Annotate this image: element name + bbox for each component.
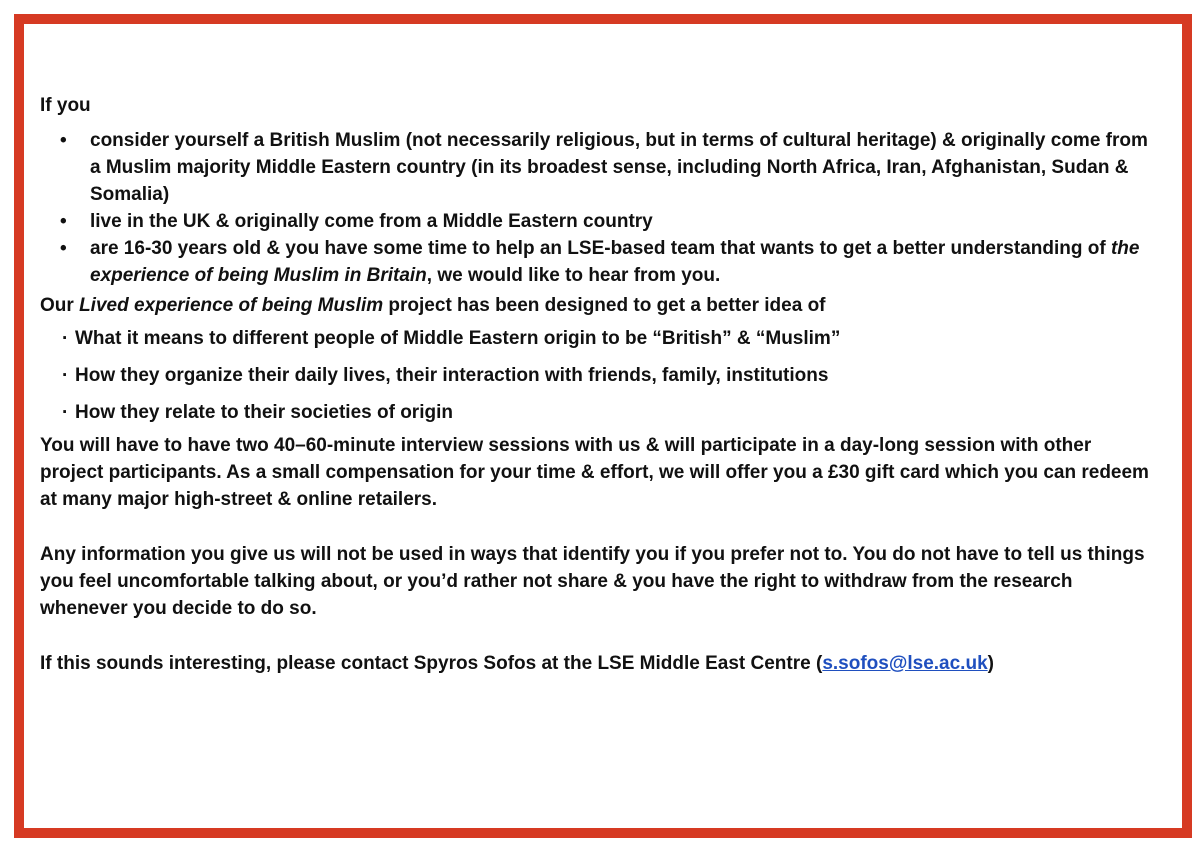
aim-text: What it means to different people of Middle Eastern origin to be “British” & “Muslim” bbox=[75, 328, 841, 349]
intro-text: If you bbox=[40, 95, 91, 116]
document-body bbox=[40, 92, 1150, 677]
privacy-paragraph: Any information you give us will not be used in ways that identify you if you prefer not to. You do not have to tell us things you feel uncomfortable talking about, or you’d rather not share & you have the right to withdraw from the research whenever you decide to do so. bbox=[40, 544, 1145, 619]
bullet-icon: • bbox=[60, 238, 67, 259]
criterion-emphasis: the experience of being Muslim in Britain bbox=[90, 238, 1140, 286]
list-item bbox=[40, 208, 1150, 235]
bullet-icon: • bbox=[60, 130, 67, 151]
list-item bbox=[40, 127, 1150, 208]
email-link[interactable]: s.sofos@lse.ac.uk bbox=[822, 653, 988, 674]
criterion-text-end: , we would like to hear from you. bbox=[426, 265, 721, 286]
contact-paragraph bbox=[40, 650, 1150, 677]
project-text-start: Our bbox=[40, 295, 80, 316]
list-item bbox=[40, 399, 1150, 426]
list-item bbox=[40, 235, 1150, 289]
eligibility-list bbox=[40, 127, 1150, 289]
list-item bbox=[40, 325, 1150, 352]
project-name: Lived experience of being Muslim bbox=[79, 295, 384, 316]
criterion-text: consider yourself a British Muslim (not necessarily religious, but in terms of cultural heritage) & originally come from a Muslim majority Middle Eastern country (in its broadest sense, including North Africa, Iran, Afghanistan, Sudan & Somalia) bbox=[90, 130, 1148, 205]
bullet-icon: • bbox=[60, 211, 67, 232]
bullet-icon: · bbox=[62, 365, 69, 386]
aim-text: How they relate to their societies of origin bbox=[75, 402, 453, 423]
project-text-end: project has been designed to get a better idea of bbox=[383, 295, 826, 316]
criterion-text: live in the UK & originally come from a Middle Eastern country bbox=[90, 211, 653, 232]
aim-text: How they organize their daily lives, their interaction with friends, family, institutions bbox=[75, 365, 829, 386]
project-description bbox=[40, 292, 1150, 319]
project-aims-list bbox=[40, 325, 1150, 426]
criterion-text-start: are 16-30 years old & you have some time to help an LSE-based team that wants to get a better understanding of bbox=[90, 238, 1111, 259]
bullet-icon: · bbox=[62, 402, 69, 423]
bullet-icon: · bbox=[62, 328, 69, 349]
contact-text: If this sounds interesting, please contact Spyros Sofos at the LSE Middle East Centre ( bbox=[40, 653, 823, 674]
contact-text-end: ) bbox=[987, 653, 994, 674]
sessions-paragraph: You will have to have two 40–60-minute interview sessions with us & will participate in a day-long session with other project participants. As a small compensation for your time & effort, we will offer you a £30 gift card which you can redeem at many major high-street & online retailers. bbox=[40, 435, 1149, 510]
list-item bbox=[40, 362, 1150, 389]
